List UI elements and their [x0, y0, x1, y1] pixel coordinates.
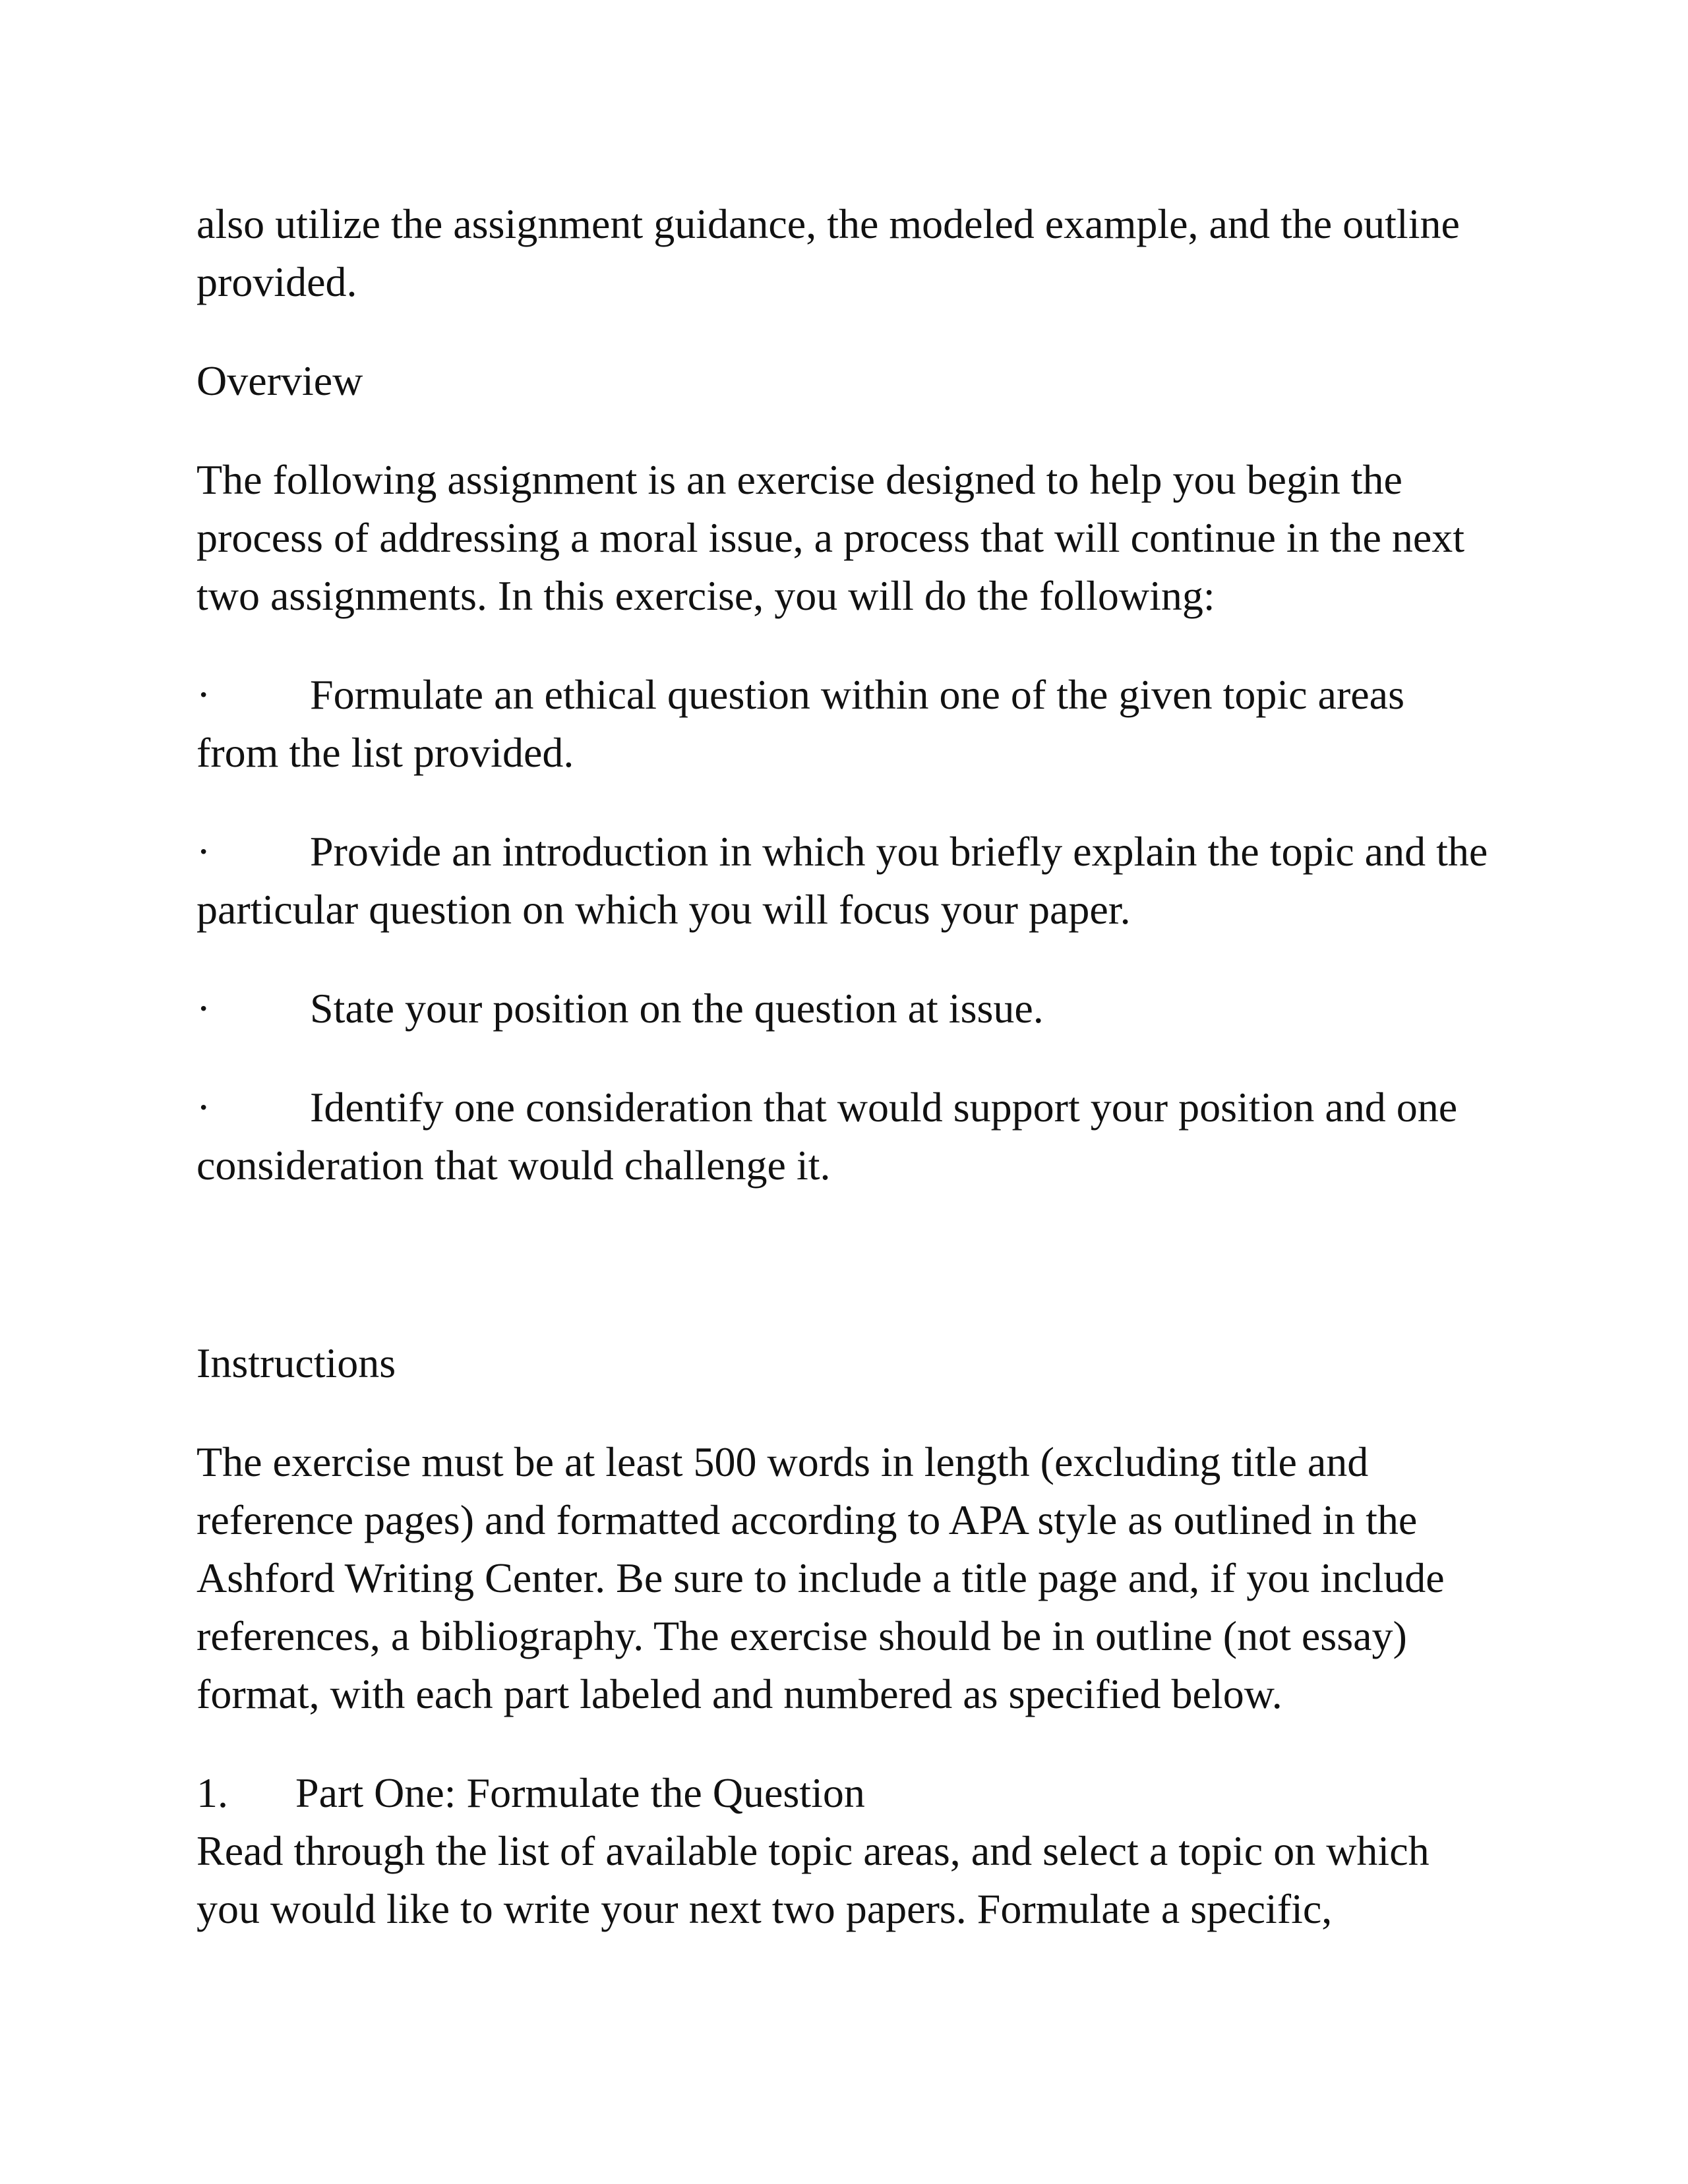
intro-paragraph: also utilize the assignment guidance, the modeled example, and the outline provided.: [196, 200, 1460, 305]
bullet-text: State your position on the question at issue.: [310, 985, 1044, 1032]
bullet-item-formulate: [196, 666, 1490, 782]
bullet-marker: ·: [196, 828, 211, 875]
instructions-paragraph: The exercise must be at least 500 words in length (excluding title and reference pages) and formatted according to APA style as outlined in the Ashford Writing Center. Be sure to include a title page and, if you include references, a bibliography. The exercise should be in outline (not essay) format, with each part labeled and numbered as specified below.: [196, 1438, 1445, 1717]
part-one-number: 1.: [196, 1769, 228, 1816]
instructions-heading: Instructions: [196, 1340, 396, 1386]
bullet-text: Identify one consideration that would support your position and one consideration that would challenge it.: [196, 1084, 1458, 1189]
bullet-marker: ·: [196, 1084, 211, 1131]
part-one-heading: [196, 1764, 1490, 1822]
bullet-item-considerations: [196, 1078, 1490, 1195]
bullet-item-position: [196, 980, 1490, 1038]
overview-heading: Overview: [196, 357, 363, 404]
bullet-marker: ·: [196, 671, 211, 718]
bullet-item-introduction: [196, 823, 1490, 939]
part-one-paragraph: Read through the list of available topic areas, and select a topic on which you would like to write your next two papers. Formulate a specific,: [196, 1827, 1430, 1932]
blank-line-spacer: [196, 1235, 1490, 1334]
document-body: [196, 195, 1490, 1979]
bullet-marker: ·: [196, 985, 211, 1032]
overview-paragraph: The following assignment is an exercise designed to help you begin the process of addressing a moral issue, a process that will continue in the next two assignments. In this exercise, you will do the following:: [196, 456, 1465, 619]
bullet-text: Formulate an ethical question within one of the given topic areas from the list provided.: [196, 671, 1404, 776]
part-one-title: Part One: Formulate the Question: [295, 1769, 865, 1816]
bullet-text: Provide an introduction in which you briefly explain the topic and the particular question on which you will focus your paper.: [196, 828, 1488, 933]
